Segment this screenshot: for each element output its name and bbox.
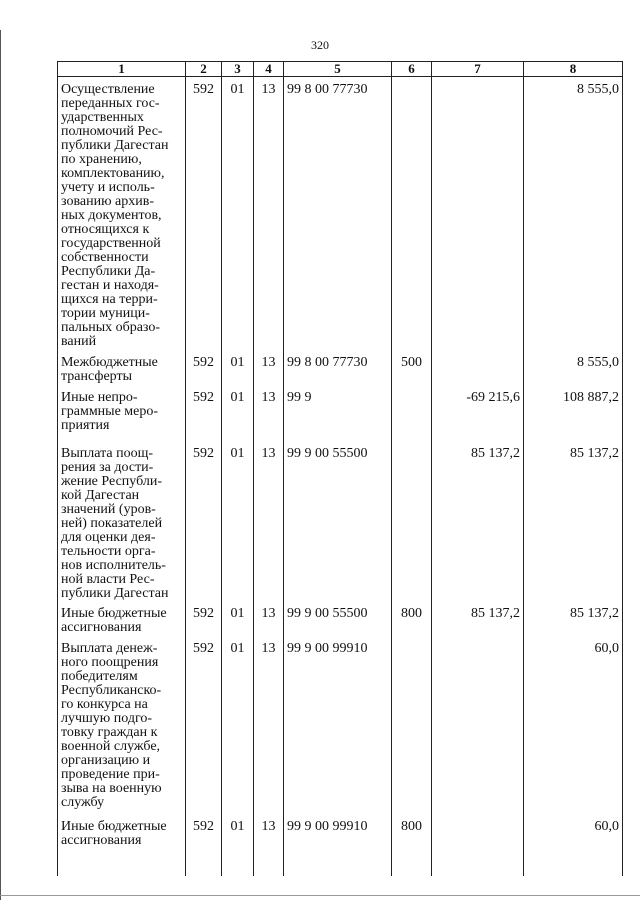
scan-bottom-edge	[0, 895, 640, 896]
row-name-line: Выплата денеж-	[61, 640, 158, 656]
cell-col-6-value: 500	[401, 354, 422, 370]
table-row	[58, 77, 623, 350]
table-row	[58, 385, 623, 441]
cell-col-4	[254, 350, 284, 385]
cell-col-3	[222, 77, 254, 350]
header-row	[58, 62, 623, 77]
row-name-line: для оценки дея-	[61, 529, 156, 545]
cell-col-8	[524, 441, 623, 601]
cell-col-7-value	[435, 350, 520, 356]
cell-col-7-value: 85 137,2	[471, 445, 520, 461]
cell-col-4-value: 13	[261, 818, 276, 834]
row-name-line: зыва на военную	[61, 780, 162, 796]
row-name-line: ассигнования	[61, 832, 142, 848]
table-row	[58, 441, 623, 601]
cell-col-2-value: 592	[193, 389, 214, 405]
cell-col-4-value: 13	[261, 640, 276, 656]
cell-col-8-value: 8 555,0	[577, 82, 619, 97]
col-header-5: 5	[284, 62, 392, 77]
cell-col-6-value	[395, 636, 428, 642]
cell-col-5	[284, 814, 392, 876]
row-name-line: тельности орга-	[61, 543, 156, 559]
cell-col-5-value: 99 8 00 77730	[287, 354, 368, 370]
cell-col-2	[186, 441, 222, 601]
row-name-line: учету и исполь-	[61, 180, 155, 195]
cell-col-5	[284, 385, 392, 441]
cell-col-6	[392, 385, 432, 441]
row-name-line: приятия	[61, 417, 110, 433]
cell-col-4-value: 13	[261, 354, 276, 370]
cell-col-3	[222, 441, 254, 601]
cell-col-5-value: 99 9 00 55500	[287, 605, 368, 621]
row-name-line: публики Дагестан	[61, 138, 169, 153]
cell-col-2	[186, 601, 222, 636]
row-name-line: щихся на терри-	[61, 292, 158, 307]
row-name-line: собственности	[61, 250, 149, 265]
cell-col-4-value: 13	[261, 445, 276, 461]
row-name-line: жение Республи-	[61, 473, 163, 489]
cell-col-4	[254, 636, 284, 814]
cell-col-8-value: 108 887,2	[563, 389, 619, 405]
cell-col-2	[186, 350, 222, 385]
cell-col-7-value	[435, 814, 520, 820]
cell-col-7	[432, 77, 524, 350]
row-name-line: ных документов,	[61, 208, 162, 223]
cell-col-7-value	[435, 77, 520, 83]
cell-col-3-value: 01	[230, 640, 245, 656]
row-name-line: тории муници-	[61, 306, 150, 321]
cell-col-2	[186, 814, 222, 876]
cell-col-4	[254, 441, 284, 601]
row-name-line: победителям	[61, 668, 138, 684]
col-header-2: 2	[186, 62, 222, 77]
cell-col-6	[392, 350, 432, 385]
row-name-line: Выплата поощ-	[61, 445, 154, 461]
row-name-line: военной службе,	[61, 738, 161, 754]
cell-col-6-value	[395, 77, 428, 83]
row-name-line: гестан и находя-	[61, 278, 159, 293]
cell-col-7-value: -69 215,6	[466, 389, 520, 405]
cell-col-3	[222, 350, 254, 385]
table-row	[58, 601, 623, 636]
cell-col-2	[186, 636, 222, 814]
col-header-1: 1	[58, 62, 186, 77]
cell-col-3	[222, 601, 254, 636]
cell-col-8-value: 8 555,0	[577, 354, 619, 370]
cell-col-6	[392, 601, 432, 636]
cell-col-3-value: 01	[230, 605, 245, 621]
cell-col-5-value: 99 9 00 99910	[287, 640, 368, 656]
row-name-line: Иные бюджетные	[61, 605, 167, 621]
row-name	[58, 636, 186, 814]
col-header-6: 6	[392, 62, 432, 77]
cell-col-3	[222, 814, 254, 876]
cell-col-2-value: 592	[193, 605, 214, 621]
cell-col-7	[432, 814, 524, 876]
cell-col-2-value: 592	[193, 445, 214, 461]
row-name-line: организацию и	[61, 752, 151, 768]
table-row	[58, 814, 623, 876]
cell-col-6-value	[395, 441, 428, 447]
cell-col-3	[222, 636, 254, 814]
row-name	[58, 601, 186, 636]
row-name	[58, 814, 186, 876]
row-name-line: ваний	[61, 334, 97, 349]
row-name-line: ной власти Рес-	[61, 571, 155, 587]
cell-col-2-value: 592	[193, 82, 214, 97]
col-header-3: 3	[222, 62, 254, 77]
row-name-line: проведение при-	[61, 766, 160, 782]
cell-col-4-value: 13	[261, 605, 276, 621]
cell-col-8-value: 85 137,2	[570, 445, 619, 461]
cell-col-2-value: 592	[193, 354, 214, 370]
row-name-line: Межбюджетные	[61, 354, 158, 370]
cell-col-3	[222, 385, 254, 441]
table-row	[58, 636, 623, 814]
col-header-4: 4	[254, 62, 284, 77]
cell-col-8	[524, 385, 623, 441]
cell-col-7-value	[435, 636, 520, 642]
cell-col-7	[432, 385, 524, 441]
cell-col-5	[284, 350, 392, 385]
row-name-line: Республики Да-	[61, 264, 156, 279]
cell-col-3-value: 01	[230, 389, 245, 405]
row-name-line: товку граждан к	[61, 724, 158, 740]
cell-col-8-value: 60,0	[594, 818, 619, 834]
cell-col-2	[186, 77, 222, 350]
cell-col-2-value: 592	[193, 640, 214, 656]
cell-col-8	[524, 636, 623, 814]
cell-col-5	[284, 636, 392, 814]
row-name-line: службу	[61, 794, 105, 810]
cell-col-6-value: 800	[401, 605, 422, 621]
cell-col-4	[254, 385, 284, 441]
row-name-line: Республиканско-	[61, 682, 162, 698]
cell-col-8-value: 85 137,2	[570, 605, 619, 621]
row-name-line: ного поощрения	[61, 654, 159, 670]
row-name-line: по хранению,	[61, 152, 142, 167]
row-name-line: лучшую подго-	[61, 710, 153, 726]
col-header-8: 8	[524, 62, 623, 77]
cell-col-6	[392, 441, 432, 601]
row-name-line: ней) показателей	[61, 515, 163, 531]
cell-col-4-value: 13	[261, 82, 276, 97]
cell-col-7-value: 85 137,2	[471, 605, 520, 621]
page-number: 320	[311, 38, 329, 52]
row-name-line: полномочий Рес-	[61, 124, 163, 139]
row-name-line: зованию архив-	[61, 194, 155, 209]
cell-col-2	[186, 385, 222, 441]
cell-col-2-value: 592	[193, 818, 214, 834]
cell-col-3-value: 01	[230, 82, 245, 97]
row-name-line: государственной	[61, 236, 161, 251]
cell-col-5-value: 99 9 00 55500	[287, 445, 368, 461]
cell-col-8	[524, 601, 623, 636]
cell-col-4	[254, 77, 284, 350]
cell-col-7	[432, 441, 524, 601]
row-name-line: ассигнования	[61, 619, 142, 635]
cell-col-6	[392, 77, 432, 350]
table-body	[58, 77, 623, 876]
row-name-line: публики Дагестан	[61, 585, 169, 601]
row-name-line: го конкурса на	[61, 696, 148, 712]
row-name-line: граммные меро-	[61, 403, 159, 419]
row-name-line: относящихся к	[61, 222, 150, 237]
row-name	[58, 77, 186, 350]
scan-left-edge	[0, 30, 1, 900]
cell-col-4	[254, 601, 284, 636]
row-name-line: трансферты	[61, 368, 133, 384]
budget-table	[57, 61, 623, 876]
row-name	[58, 385, 186, 441]
row-name-line: Иные бюджетные	[61, 818, 167, 834]
cell-col-7	[432, 601, 524, 636]
cell-col-5-value: 99 9	[287, 389, 312, 405]
cell-col-8	[524, 77, 623, 350]
table-row	[58, 350, 623, 385]
cell-col-7	[432, 636, 524, 814]
row-name-line: кой Дагестан	[61, 487, 140, 503]
cell-col-5	[284, 441, 392, 601]
row-name-line: комплектованию,	[61, 166, 165, 181]
row-name-line: ударственных	[61, 110, 144, 125]
cell-col-8	[524, 350, 623, 385]
cell-col-7	[432, 350, 524, 385]
cell-col-3-value: 01	[230, 445, 245, 461]
cell-col-6	[392, 636, 432, 814]
cell-col-8	[524, 814, 623, 876]
cell-col-8-value: 60,0	[594, 640, 619, 656]
cell-col-5-value: 99 9 00 99910	[287, 818, 368, 834]
row-name	[58, 441, 186, 601]
row-name-line: Осуществление	[61, 82, 155, 97]
row-name-line: пальных образо-	[61, 320, 161, 335]
cell-col-6-value: 800	[401, 818, 422, 834]
cell-col-4-value: 13	[261, 389, 276, 405]
cell-col-6	[392, 814, 432, 876]
cell-col-5-value: 99 8 00 77730	[287, 82, 368, 97]
cell-col-4	[254, 814, 284, 876]
cell-col-3-value: 01	[230, 354, 245, 370]
cell-col-6-value	[395, 385, 428, 391]
row-name	[58, 350, 186, 385]
row-name-line: значений (уров-	[61, 501, 156, 517]
row-name-line: переданных гос-	[61, 96, 160, 111]
cell-col-5	[284, 601, 392, 636]
cell-col-3-value: 01	[230, 818, 245, 834]
col-header-7: 7	[432, 62, 524, 77]
row-name-line: Иные непро-	[61, 389, 138, 405]
row-name-line: рения за дости-	[61, 459, 154, 475]
cell-col-5	[284, 77, 392, 350]
row-name-line: нов исполнитель-	[61, 557, 166, 573]
